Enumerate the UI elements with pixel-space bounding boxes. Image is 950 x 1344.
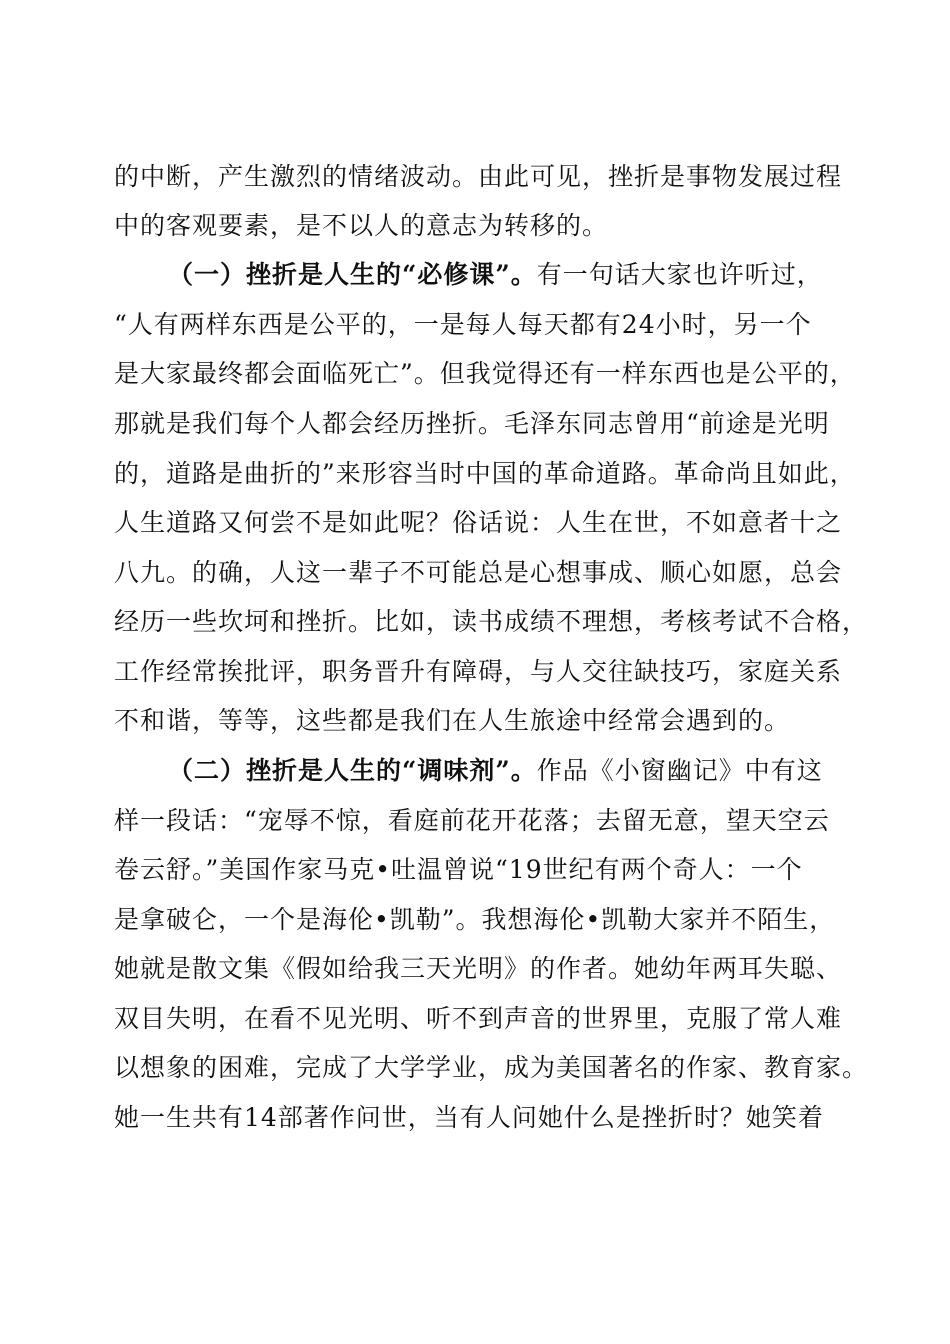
section-heading-line — [168, 746, 854, 796]
section-heading-line — [168, 250, 854, 300]
text-line: 卷云舒。”美国作家马克•吐温曾说“19世纪有两个奇人：一个 — [114, 855, 803, 884]
paragraph-text: 作品《小窗幽记》中有这 — [536, 756, 823, 785]
text-line: 样一段话：“宠辱不惊，看庭前花开花落；去留无意，望天空云 — [114, 806, 830, 835]
text-line: “人有两样东西是公平的，一是每人每天都有24小时，另一个 — [114, 310, 812, 339]
text-line: 她就是散文集《假如给我三天光明》的作者。她幼年两耳失聪、 — [114, 954, 843, 983]
paragraph-text: 有一句话大家也许听过， — [536, 260, 823, 289]
text-line: 以想象的困难，完成了大学学业，成为美国著名的作家、教育家。 — [114, 1053, 869, 1082]
text-line: 的，道路是曲折的”来形容当时中国的革命道路。革命尚且如此， — [114, 459, 856, 488]
text-line: 的中断，产生激烈的情绪波动。由此可见，挫折是事物发展过程 — [114, 162, 843, 191]
section-heading: （一）挫折是人生的“必修课”。 — [168, 260, 537, 289]
text-line: 是拿破仑，一个是海伦•凯勒”。我想海伦•凯勒大家并不陌生， — [114, 905, 836, 934]
text-line: 她一生共有14部著作问世，当有人问她什么是挫折时？她笑着 — [114, 1103, 824, 1132]
text-line: 中的客观要素，是不以人的意志为转移的。 — [114, 211, 609, 240]
section-heading: （二）挫折是人生的“调味剂”。 — [168, 756, 537, 785]
text-line: 不和谐，等等，这些都是我们在人生旅途中经常会遇到的。 — [114, 706, 791, 735]
text-line: 工作经常挨批评，职务晋升有障碍，与人交往缺技巧，家庭关系 — [114, 657, 843, 686]
text-line: 那就是我们每个人都会经历挫折。毛泽东同志曾用“前途是光明 — [114, 409, 830, 438]
text-line: 是大家最终都会面临死亡”。但我觉得还有一样东西也是公平的， — [114, 359, 856, 388]
text-line: 八九。的确，人这一辈子不可能总是心想事成、顺心如愿，总会 — [114, 558, 843, 587]
text-line: 人生道路又何尝不是如此呢？俗话说：人生在世，不如意者十之 — [114, 508, 843, 537]
text-line: 双目失明，在看不见光明、听不到声音的世界里，克服了常人难 — [114, 1004, 843, 1033]
text-line: 经历一些坎坷和挫折。比如，读书成绩不理想，考核考试不合格， — [114, 607, 869, 636]
